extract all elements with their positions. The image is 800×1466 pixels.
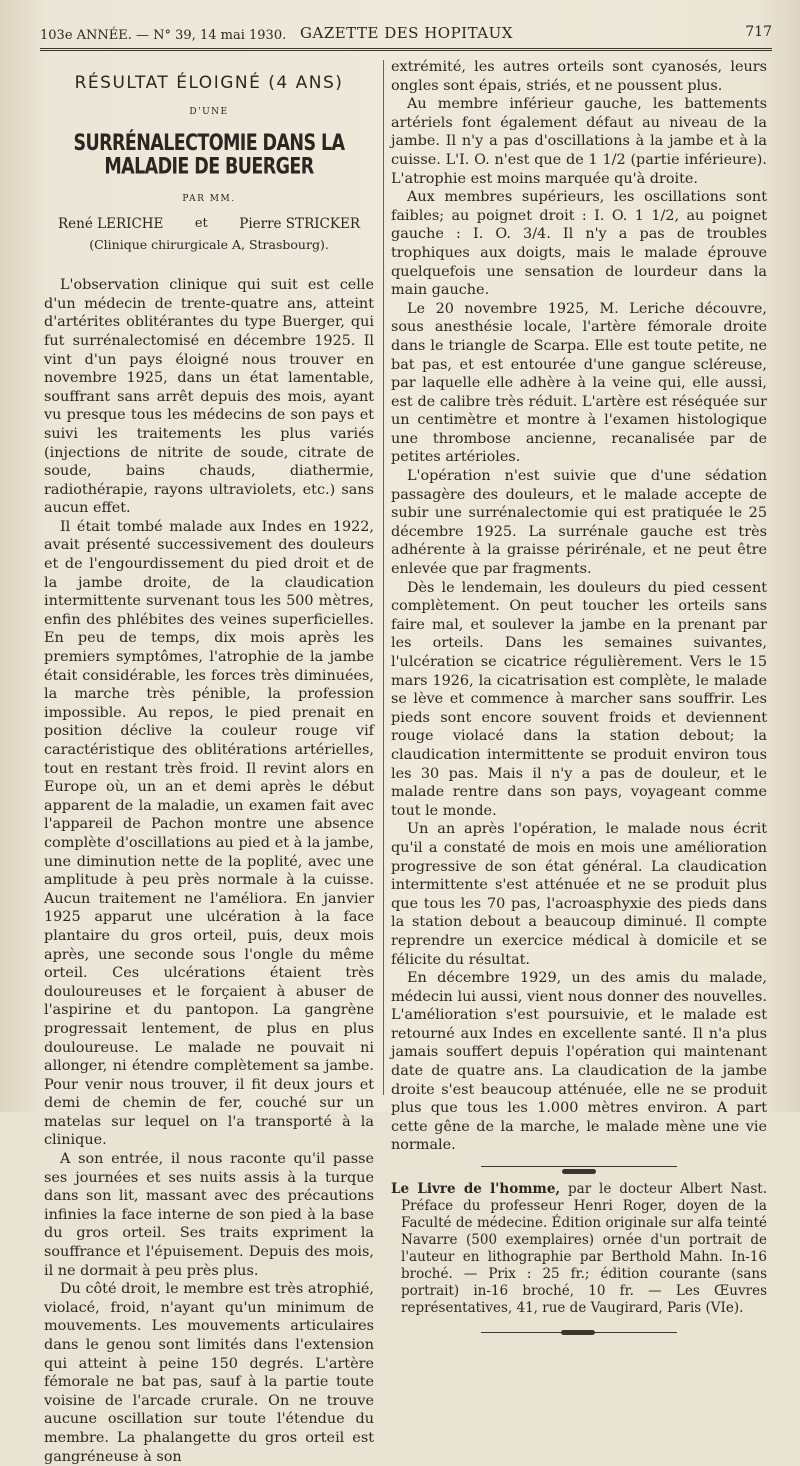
article-main-title: SURRÉNALECTOMIE DANS LA MALADIE DE BUERGER <box>73 131 345 180</box>
separator-ornament <box>562 1169 596 1174</box>
book-notice-text <box>391 1181 767 1317</box>
section-separator <box>391 1161 767 1171</box>
affiliation: (Clinique chirurgicale A, Strasbourg). <box>89 236 329 252</box>
column-divider <box>383 60 384 1095</box>
journal-name: GAZETTE DES HOPITAUX <box>300 24 513 42</box>
book-notice <box>391 1181 767 1317</box>
header-rule <box>40 48 772 51</box>
authors <box>58 215 360 234</box>
page-number: 717 <box>745 24 772 40</box>
right-column <box>391 58 767 1337</box>
author-stricker: Pierre STRICKER <box>239 215 360 232</box>
book-notice-title: Le Livre de l'homme, <box>391 1181 561 1198</box>
paragraph: A son entrée, il nous raconte qu'il passe ses journées et ses nuits assis à la turque dans son lit, massant avec des précautions infinies la face interne de son pied à la base du gros orteil. Ses traits expriment la souffrance et l'épuisement. Depuis des mois, il ne dormait à peu près plus. <box>44 1151 374 1279</box>
book-notice-body: par le docteur Albert Nast. Préface du professeur Henri Roger, doyen de la Faculté de médecine. Édition originale sur alfa teinté Navarre (500 exemplaires) ornée d'un portrait de l'auteur en lithographie par Berthold Mahn. In-16 broché. — Prix : 25 fr.; édition courante (sans portrait) in-16 broché, 10 fr. — Les Œuvres représentatives, 41, rue de Vaugirard, Paris (VIe). <box>401 1181 767 1317</box>
paragraph: Au membre inférieur gauche, les battements artériels font également défaut au niveau de la jambe. Il n'y a pas d'oscillations à la jambe et à la cuisse. L'I. O. n'est que de 1 1/2 (partie inférieure). L'atrophie est moins marquée qu'à droite. <box>391 96 767 187</box>
paragraph: Il était tombé malade aux Indes en 1922, avait présenté successivement des douleurs et de l'engourdissement du pied droit et de la jambe droite, de la claudication intermittente survenant tous les 500 mètres, enfin des phlébites des veines superficielles. En peu de temps, dix mois après les premiers symptômes, l'atrophie de la jambe était considérable, les forces très diminuées, la marche très pénible, la profession impossible. Au repos, le pied prenait en position déclive la couleur rouge vif caractéristique des oblitérations artérielles, tout en restant très froid. Il revint alors en Europe où, un an et demi après le début apparent de la maladie, un examen fait avec l'appareil de Pachon montre une absence complète d'oscillations au pied et à la jambe, une diminution nette de la poplité, avec une amplitude à peu près normale à la cuisse. Aucun traitement ne l'améliora. En janvier 1925 apparut une ulcération à la face plantaire du gros orteil, puis, deux mois après, une seconde sous l'ongle du même orteil. Ces ulcérations étaient très douloureuses et le forçaient à abuser de l'aspirine et du pantopon. La gangrène progressait lentement, de plus en plus douloureuse. Le malade ne pouvait ni allonger, ni étendre complètement sa jambe. Pour venir nous trouver, il fit deux jours et demi de chemin de fer, couché sur un matelas sur lequel on l'a transporté à la clinique. <box>44 518 374 1149</box>
article-title: RÉSULTAT ÉLOIGNÉ (4 ANS) <box>74 73 344 93</box>
end-separator <box>391 1327 767 1337</box>
paragraph: extrémité, les autres orteils sont cyanosés, leurs ongles sont épais, striés, et ne poussent plus. <box>391 59 767 94</box>
paragraph: Dès le lendemain, les douleurs du pied cessent complètement. On peut toucher les orteils sans faire mal, et soulever la jambe en la prenant par les orteils. Dans les semaines suivantes, l'ulcération se cicatrice régulièrement. Vers le 15 mars 1926, la cicatrisation est complète, le malade se lève et commence à marcher sans souffrir. Les pieds sont encore souvent froids et deviennent rouge violacé dans la station debout; la claudication intermittente se produit environ tous les 30 pas. Mais il n'y a pas de douleur, et le malade rentre dans son pays, voyageant comme tout le monde. <box>391 579 767 819</box>
article-dune: D'UNE <box>189 106 229 117</box>
paragraph: Aux membres supérieurs, les oscillations sont faibles; au poignet droit : I. O. 1 1/2, au poignet gauche : I. O. 3/4. Il n'y a pas de troubles trophiques aux doigts, mais le malade éprouve quelquefois une sensation de lourdeur dans la main gauche. <box>391 189 767 299</box>
par-label: PAR MM. <box>182 194 236 205</box>
paragraph: Un an après l'opération, le malade nous écrit qu'il a constaté de mois en mois une amélioration progressive de son état général. La claudication intermittente s'est atténuée et ne se produit plus que tous les 70 pas, l'acroasphyxie des pieds dans la station debout a beaucoup diminué. Il compte reprendre un exercice médical à domicile et se félicite du résultat. <box>391 821 767 968</box>
author-conjunction: et <box>194 215 208 231</box>
issue-info: 103e ANNÉE. — N° 39, 14 mai 1930. <box>40 28 287 43</box>
paragraph: L'observation clinique qui suit est celle d'un médecin de trente-quatre ans, atteint d'artérites oblitérantes du type Buerger, qui fut surrénalectomisé en décembre 1925. Il vint d'un pays éloigné nous trouver en novembre 1925, dans un état lamentable, souffrant sans arrêt depuis des mois, ayant vu presque tous les médecins de son pays et suivi les traitements les plus variés (injections de nitrite de soude, citrate de soude, bains chauds, diathermie, radiothérapie, rayons ultraviolets, etc.) sans aucun effet. <box>44 277 374 517</box>
paragraph: En décembre 1929, un des amis du malade, médecin lui aussi, vient nous donner des nouvelles. L'amélioration s'est poursuivie, et le malade est retourné aux Indes en excellente santé. Il n'a plus jamais souffert depuis l'opération qui maintenant date de quatre ans. La claudication de la jambe droite s'est beaucoup atténuée, elle ne se produit plus que tous les 1.000 mètres environ. A part cette gêne de la marche, le malade mène une vie normale. <box>391 970 767 1154</box>
paragraph: L'opération n'est suivie que d'une sédation passagère des douleurs, et le malade accepte de subir une surrénalectomie qui est pratiquée le 25 décembre 1925. La surrénale gauche est très adhérente à la graisse périrénale, et ne peut être enlevée que par fragments. <box>391 468 767 578</box>
running-header <box>40 22 772 44</box>
paragraph: Le 20 novembre 1925, M. Leriche découvre, sous anesthésie locale, l'artère fémorale droite dans le triangle de Scarpa. Elle est toute petite, ne bat pas, et est entourée d'une gangue scléreuse, par laquelle elle adhère à la veine qui, elle aussi, est de calibre très réduit. L'artère est réséquée sur un centimètre et montre à l'examen histologique une thrombose ancienne, recanalisée par de petites artérioles. <box>391 300 767 466</box>
left-column <box>44 58 374 1466</box>
paragraph: Du côté droit, le membre est très atrophié, violacé, froid, n'ayant qu'un minimum de mouvements. Les mouvements articulaires dans le genou sont limités dans l'extension qui atteint à peine 150 degrés. L'artère fémorale ne bat pas, sauf à la partie toute voisine de l'arcade crurale. On ne trouve aucune oscillation sur toute l'étendue du membre. La phalangette du gros orteil est gangréneuse à son <box>44 1281 374 1465</box>
end-ornament <box>561 1330 595 1335</box>
author-leriche: René LERICHE <box>58 215 164 232</box>
